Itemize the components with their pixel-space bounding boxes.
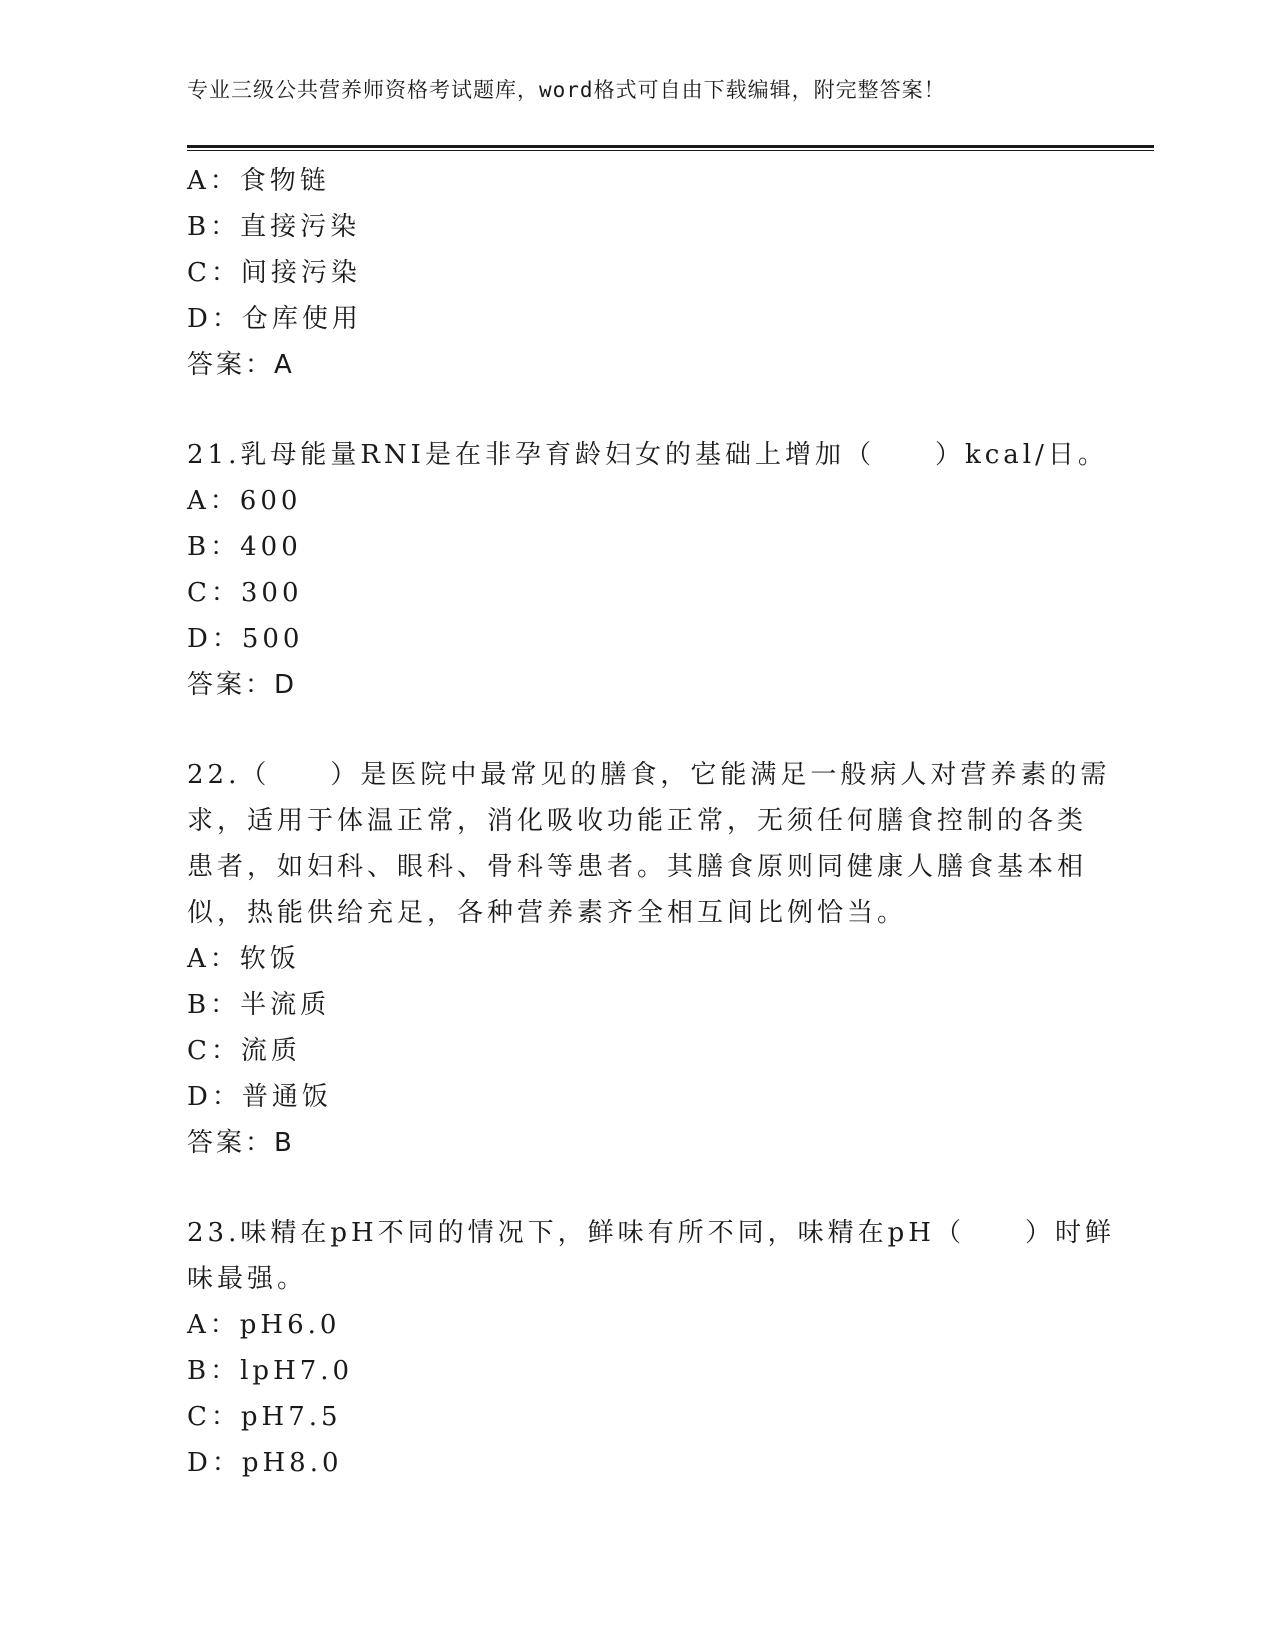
- option-b: B：直接污染: [187, 212, 361, 242]
- question-block: [187, 1210, 1115, 1486]
- option-c: C：300: [187, 578, 303, 608]
- question-block: [187, 752, 1111, 1166]
- page-header: 专业三级公共营养师资格考试题库，word格式可自由下载编辑，附完整答案！: [187, 78, 946, 102]
- option-b: B：半流质: [187, 990, 331, 1020]
- option-c: C：流质: [187, 1036, 301, 1066]
- option-a: A：600: [187, 486, 302, 516]
- question-block: [187, 158, 1087, 388]
- question-line: 似，热能供给充足，各种营养素齐全相互间比例恰当。: [187, 898, 908, 928]
- answer-line: 答案：D: [187, 670, 298, 700]
- question-block: [187, 432, 1108, 708]
- question-list: [187, 158, 1115, 1486]
- option-a: A：食物链: [187, 166, 330, 196]
- option-d: D：仓库使用: [187, 304, 362, 334]
- option-b: B：400: [187, 532, 302, 562]
- question-line: 22.（ ）是医院中最常见的膳食，它能满足一般病人对营养素的需: [187, 760, 1111, 790]
- question-text: [187, 752, 1111, 936]
- option-d: D：pH8.0: [187, 1448, 343, 1478]
- option-a: A：pH6.0: [187, 1310, 341, 1340]
- question-line: 21.乳母能量RNI是在非孕育龄妇女的基础上增加（ ）kcal/日。: [187, 440, 1108, 470]
- option-c: C：pH7.5: [187, 1402, 342, 1432]
- header-rule: [187, 145, 1154, 148]
- answer-line: 答案：A: [187, 350, 295, 380]
- option-d: D：普通饭: [187, 1082, 332, 1112]
- option-c: C：间接污染: [187, 258, 361, 288]
- question-text: [187, 432, 1108, 478]
- question-line: 味最强。: [187, 1264, 308, 1294]
- question-line: 患者，如妇科、眼科、骨科等患者。其膳食原则同健康人膳食基本相: [187, 852, 1088, 882]
- header-rule-thin: [187, 150, 1154, 151]
- option-b: B：lpH7.0: [187, 1356, 354, 1386]
- option-a: A：软饭: [187, 944, 300, 974]
- question-line: 23.味精在pH不同的情况下，鲜味有所不同，味精在pH（ ）时鲜: [187, 1218, 1115, 1248]
- answer-line: 答案：B: [187, 1128, 295, 1158]
- question-text: [187, 1210, 1115, 1302]
- question-line: 求，适用于体温正常，消化吸收功能正常，无须任何膳食控制的各类: [187, 806, 1088, 836]
- option-d: D：500: [187, 624, 304, 654]
